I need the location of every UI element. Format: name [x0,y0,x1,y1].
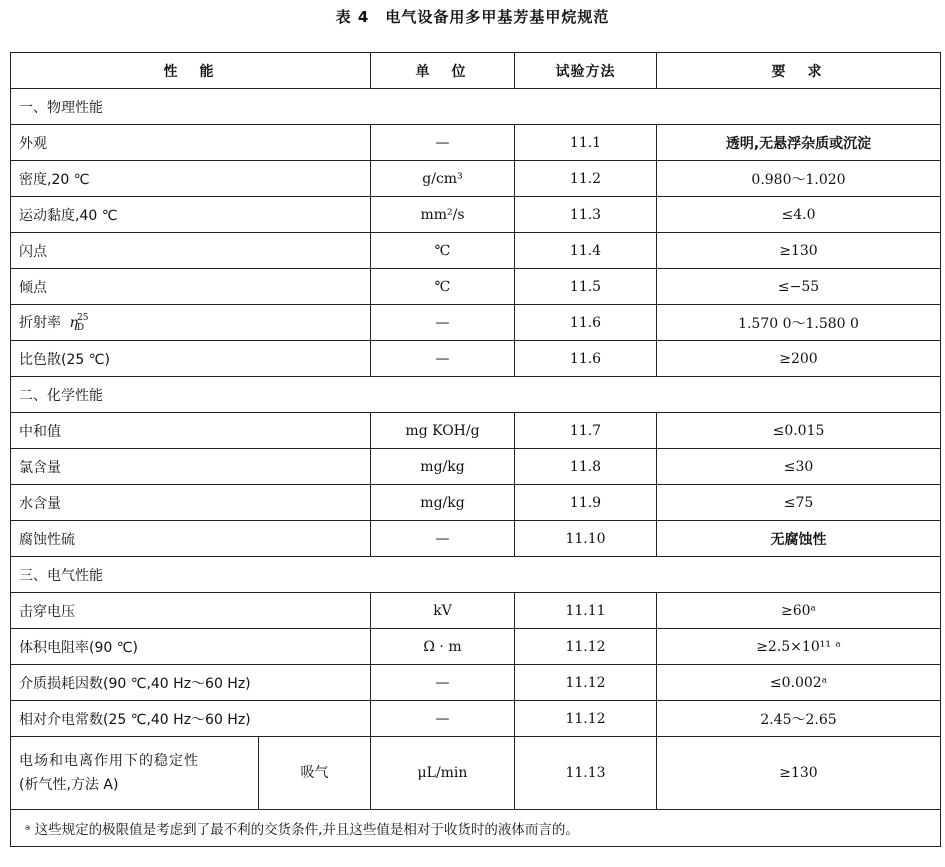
cell-method: 11.13 [515,737,657,810]
table-row [11,341,941,377]
cell-method: 11.7 [515,413,657,449]
table-row [11,629,941,665]
cell-unit: — [371,125,515,161]
cell-method: 11.2 [515,161,657,197]
table-row [11,161,941,197]
cell-method: 11.4 [515,233,657,269]
cell-requirement: ≤0.015 [657,413,941,449]
cell-unit: ℃ [371,233,515,269]
cell-property: 腐蚀性硫 [11,521,371,557]
section-row [11,557,941,593]
table-row [11,665,941,701]
cell-requirement: ≤75 [657,485,941,521]
cell-requirement: ≥130 [657,233,941,269]
cell-method: 11.12 [515,629,657,665]
cell-property: 氯含量 [11,449,371,485]
cell-property [11,305,371,341]
cell-method: 11.11 [515,593,657,629]
section-chemical: 二、化学性能 [11,377,941,413]
table-row [11,305,941,341]
cell-subproperty: 吸气 [259,737,371,810]
cell-property: 运动黏度,40 ℃ [11,197,371,233]
cell-requirement: ≥200 [657,341,941,377]
cell-requirement: 1.570 0～1.580 0 [657,305,941,341]
cell-unit: μL/min [371,737,515,810]
cell-method: 11.10 [515,521,657,557]
header-row [11,53,941,89]
cell-unit: ℃ [371,269,515,305]
header-property: 性 能 [11,53,371,89]
cell-unit: mg/kg [371,485,515,521]
cell-unit: kV [371,593,515,629]
table-row [11,485,941,521]
header-unit: 单 位 [371,53,515,89]
cell-method: 11.9 [515,485,657,521]
footnote-row [11,810,941,847]
cell-property: 密度,20 ℃ [11,161,371,197]
cell-unit: Ω · m [371,629,515,665]
cell-requirement: 2.45～2.65 [657,701,941,737]
cell-requirement: ≤0.002ᵃ [657,665,941,701]
cell-requirement: ≤4.0 [657,197,941,233]
table-row [11,521,941,557]
cell-requirement: ≥130 [657,737,941,810]
cell-requirement: 无腐蚀性 [657,521,941,557]
cell-property: 倾点 [11,269,371,305]
cell-method: 11.3 [515,197,657,233]
cell-requirement: ≥60ᵃ [657,593,941,629]
cell-property: 外观 [11,125,371,161]
table-row [11,593,941,629]
cell-unit: mg/kg [371,449,515,485]
cell-property: 击穿电压 [11,593,371,629]
cell-method: 11.12 [515,665,657,701]
header-method: 试验方法 [515,53,657,89]
property-line-1: 电场和电离作用下的稳定性 [19,753,199,769]
section-electrical: 三、电气性能 [11,557,941,593]
cell-method: 11.1 [515,125,657,161]
cell-method: 11.12 [515,701,657,737]
section-row [11,377,941,413]
cell-property: 水含量 [11,485,371,521]
cell-property: 介质损耗因数(90 ℃,40 Hz～60 Hz) [11,665,371,701]
footnote: ᵃ 这些规定的极限值是考虑到了最不利的交货条件,并且这些值是相对于收货时的液体而言的。 [11,810,941,847]
table-row [11,701,941,737]
cell-method: 11.8 [515,449,657,485]
table-row [11,449,941,485]
table-row [11,197,941,233]
cell-unit: mg KOH/g [371,413,515,449]
cell-property: 中和值 [11,413,371,449]
cell-unit: — [371,305,515,341]
cell-method: 11.6 [515,341,657,377]
section-physical: 一、物理性能 [11,89,941,125]
table-row [11,269,941,305]
cell-unit: — [371,701,515,737]
refractive-symbol: $\eta_D^{25}$ [69,313,89,333]
cell-requirement: ≥2.5×10¹¹ ᵃ [657,629,941,665]
cell-property: 闪点 [11,233,371,269]
cell-method: 11.6 [515,305,657,341]
cell-unit: — [371,665,515,701]
table-row [11,125,941,161]
property-line-2: (析气性,方法 A) [19,777,119,793]
cell-requirement: 0.980～1.020 [657,161,941,197]
property-label: 折射率 [19,315,61,331]
cell-property [11,737,259,810]
cell-requirement: ≤−55 [657,269,941,305]
section-row [11,89,941,125]
cell-unit: g/cm³ [371,161,515,197]
table-row [11,737,941,810]
table-row [11,413,941,449]
cell-method: 11.5 [515,269,657,305]
cell-requirement: ≤30 [657,449,941,485]
cell-property: 比色散(25 ℃) [11,341,371,377]
cell-property: 相对介电常数(25 ℃,40 Hz～60 Hz) [11,701,371,737]
spec-table [10,52,941,847]
table-row [11,233,941,269]
cell-unit: — [371,341,515,377]
cell-unit: — [371,521,515,557]
cell-unit: mm²/s [371,197,515,233]
cell-property: 体积电阻率(90 ℃) [11,629,371,665]
header-requirement: 要 求 [657,53,941,89]
table-title: 表 4 电气设备用多甲基芳基甲烷规范 [335,8,610,26]
cell-requirement: 透明,无悬浮杂质或沉淀 [657,125,941,161]
